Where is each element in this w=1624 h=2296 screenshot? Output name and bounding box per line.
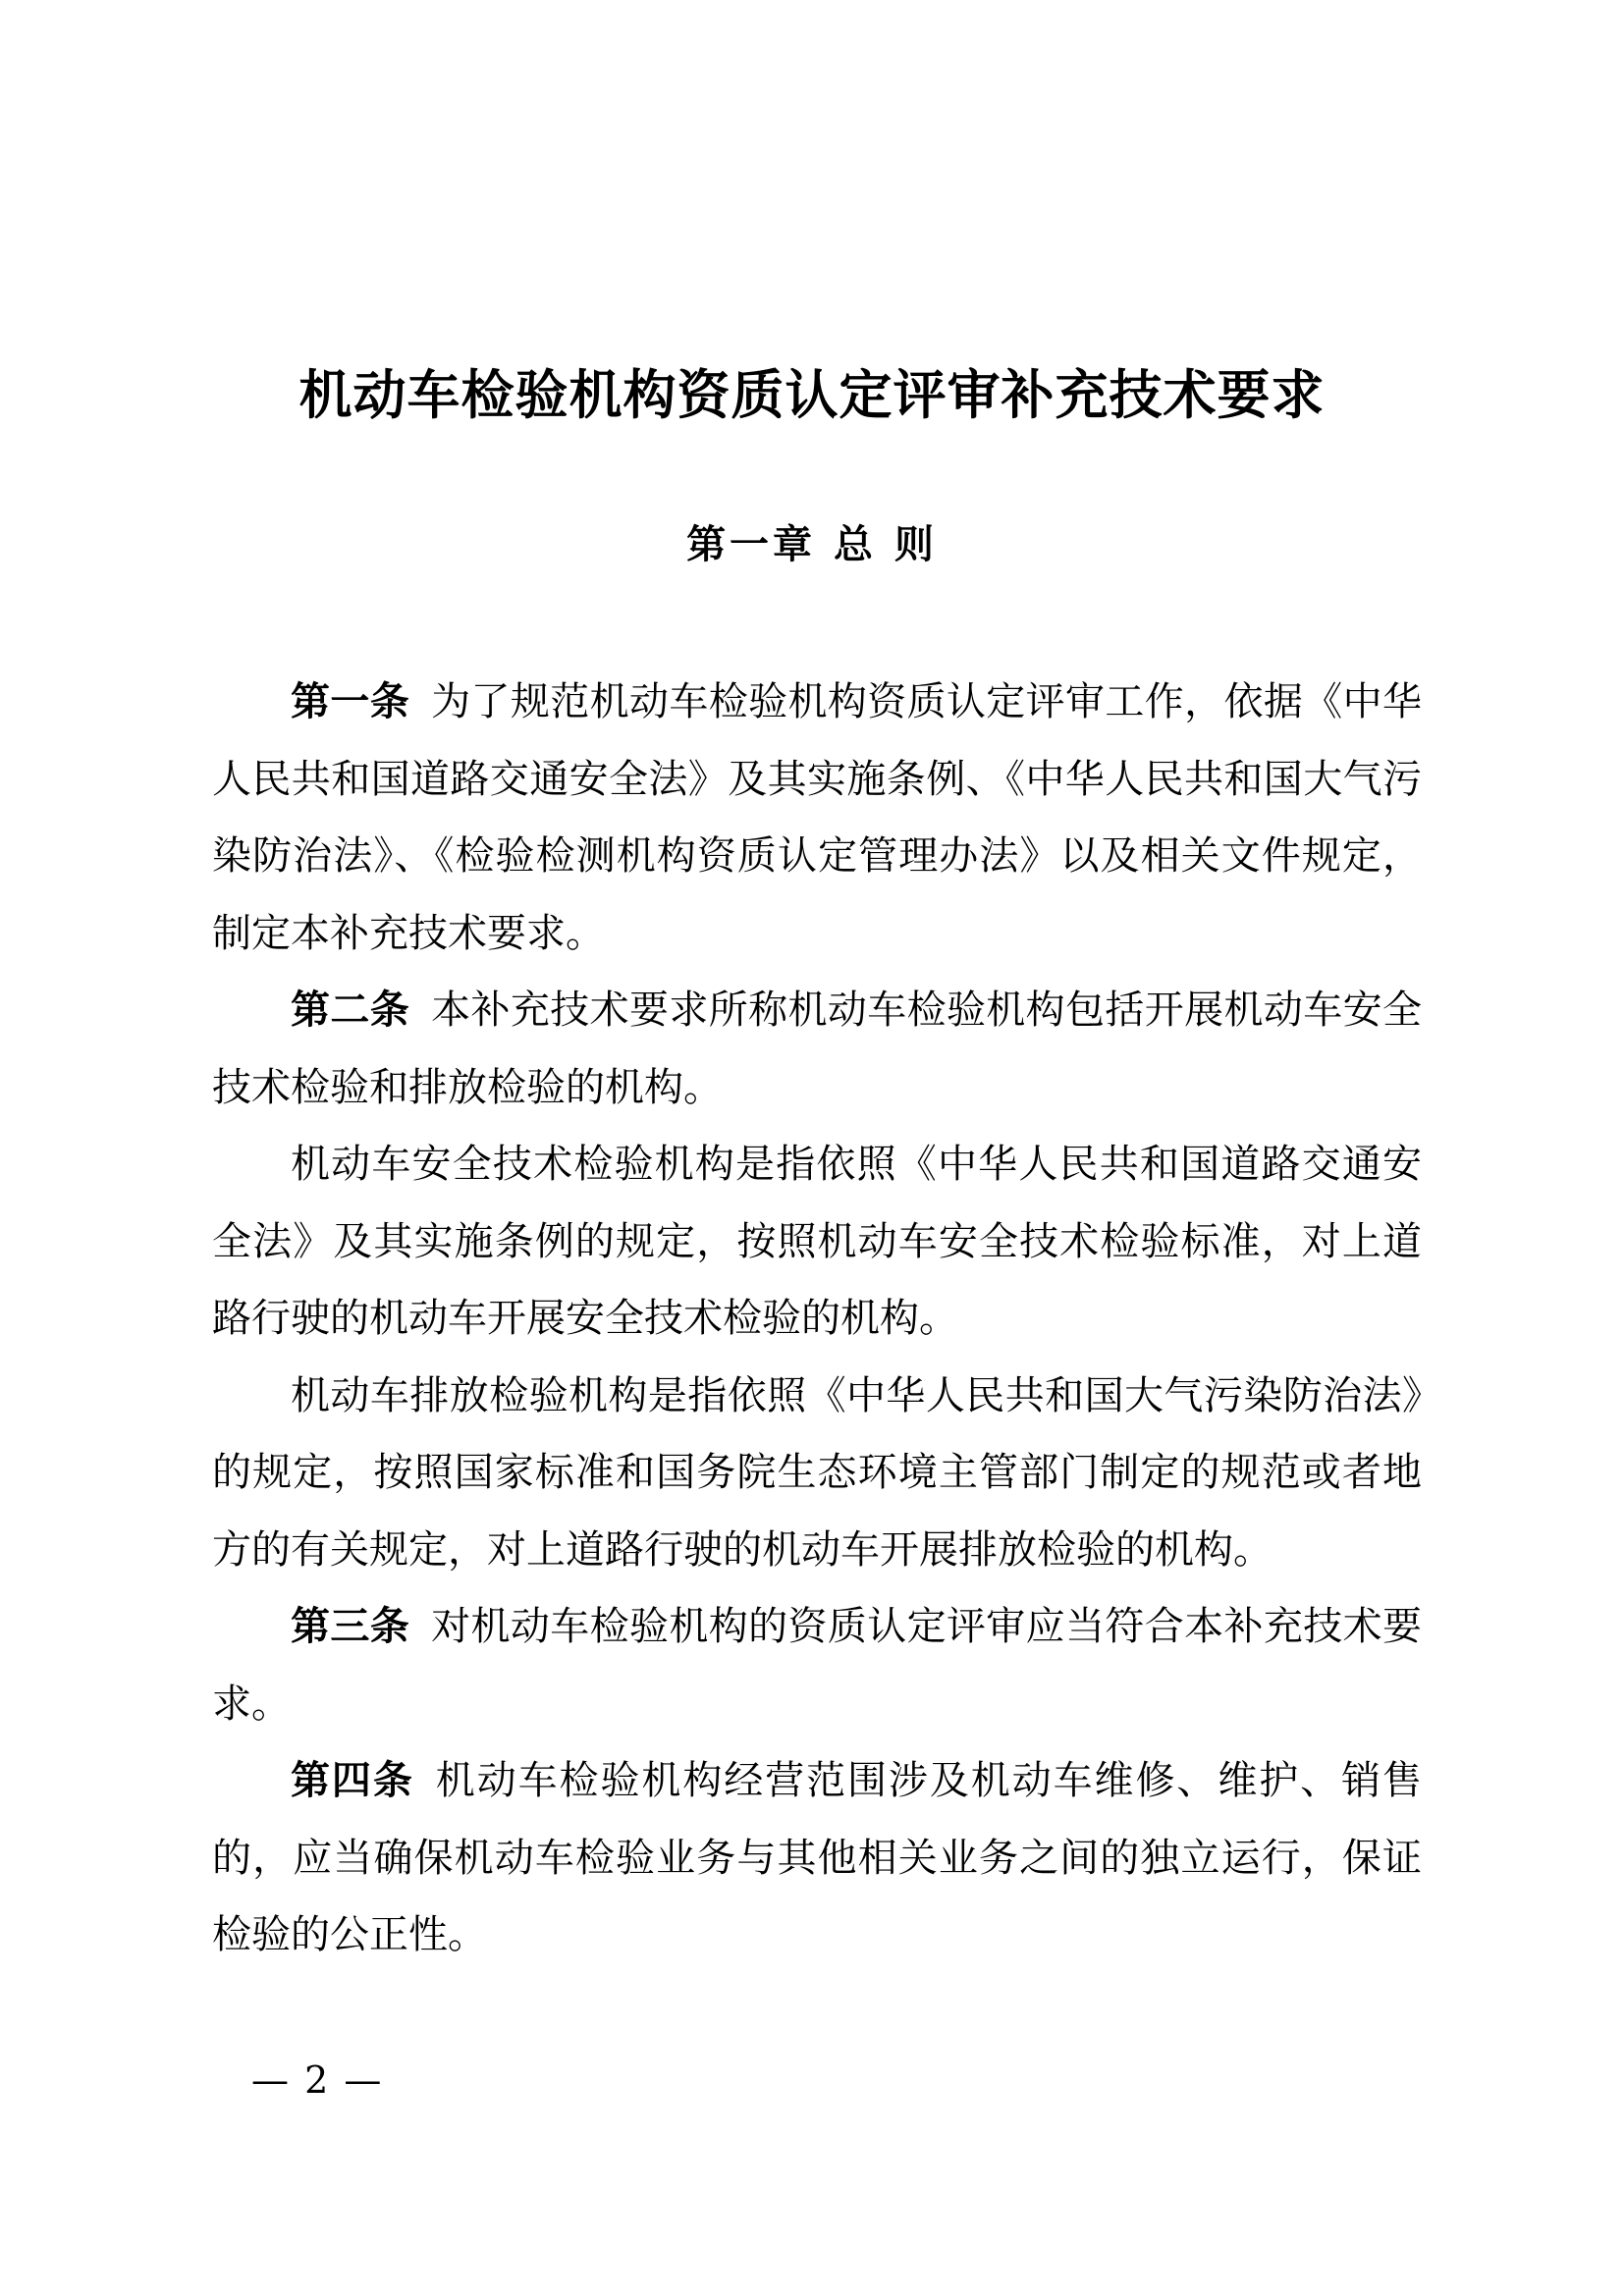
chapter-title: 第一章 总 则	[686, 522, 938, 567]
paragraph-article-1	[212, 664, 1422, 972]
paragraph-safety-inspection-definition	[212, 1126, 1422, 1358]
article-label-1: 第一条	[291, 679, 410, 724]
paragraph-emission-inspection-definition	[212, 1358, 1422, 1589]
article-label-2: 第二条	[291, 988, 410, 1033]
document-title: 机动车检验机构资质认定评审补充技术要求	[298, 364, 1326, 426]
article-label-3: 第三条	[291, 1604, 410, 1649]
paragraph-article-2	[212, 972, 1422, 1126]
paragraph-text-5: 对机动车检验机构的资质认定评审应当符合本补充技术要求。	[212, 1604, 1423, 1727]
paragraph-article-3	[212, 1588, 1422, 1742]
paragraph-text-6: 机动车检验机构经营范围涉及机动车维修、维护、销售的，应当确保机动车检验业务与其他相关业务之间的独立运行，保证检验的公正性。	[212, 1758, 1423, 1957]
paragraph-text-1: 为了规范机动车检验机构资质认定评审工作，依据《中华人民共和国道路交通安全法》及其实施条例、《中华人民共和国大气污染防治法》、《检验检测机构资质认定管理办法》以及相关文件规定，制定本补充技术要求。	[212, 679, 1423, 956]
paragraph-text-2: 本补充技术要求所称机动车检验机构包括开展机动车安全技术检验和排放检验的机构。	[212, 988, 1423, 1110]
document-body	[212, 664, 1422, 1974]
paragraph-text-4: 机动车排放检验机构是指依照《中华人民共和国大气污染防治法》的规定，按照国家标准和国务院生态环境主管部门制定的规范或者地方的有关规定，对上道路行驶的机动车开展排放检验的机构。	[212, 1372, 1422, 1573]
paragraph-article-4	[212, 1742, 1422, 1974]
paragraph-text-3: 机动车安全技术检验机构是指依照《中华人民共和国道路交通安全法》及其实施条例的规定，按照机动车安全技术检验标准，对上道路行驶的机动车开展安全技术检验的机构。	[212, 1142, 1422, 1341]
page-number: — 2 —	[251, 2058, 384, 2102]
article-label-4: 第四条	[291, 1758, 414, 1803]
